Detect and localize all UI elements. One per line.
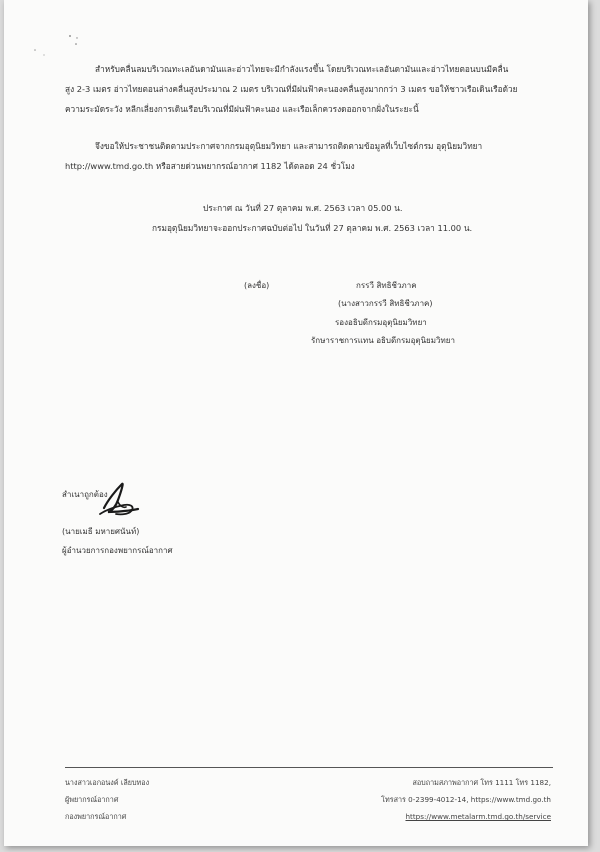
footer-service-link[interactable]: https://www.metalarm.tmd.go.th/service [405, 812, 551, 821]
footer-left-line: นางสาวเอกอนงค์ เลียบทอง [65, 778, 150, 787]
signer-name: กรรวี สิทธิชีวภาค [356, 281, 417, 290]
footer-hotline: สอบถามสภาพอากาศ โทร 1111 โทร 1182, [412, 778, 551, 787]
text-line: จึงขอให้ประชาชนติดตามประกาศจากกรมอุตุนิยมวิทยา และสามารถติดตามข้อมูลที่เว็บไซต์กรม อุตุนิยมวิทยา [95, 141, 483, 151]
signer-position: รองอธิบดีกรมอุตุนิยมวิทยา [335, 318, 427, 327]
footer-divider [65, 767, 553, 768]
handwritten-signature [94, 478, 142, 520]
signed-label: (ลงชื่อ) [244, 281, 270, 290]
certified-label: สำเนาถูกต้อง [62, 490, 108, 499]
footer-fax-website: โทรสาร 0-2399-4012-14, https://www.tmd.go.th [381, 795, 551, 804]
text-line: ความระมัดระวัง หลีกเลี่ยงการเดินเรือบริเวณที่มีฝนฟ้าคะนอง และเรือเล็กควรงดออกจากฝั่งในระยะนี้ [65, 104, 419, 114]
footer-left-line: กองพยากรณ์อากาศ [65, 812, 127, 821]
certifier-name: (นายเมธี มหายศนันท์) [62, 527, 140, 536]
signer-full-name: (นางสาวกรรวี สิทธิชีวภาค) [338, 299, 433, 308]
paragraph-follow-updates [65, 136, 555, 176]
certifier-position: ผู้อำนวยการกองพยากรณ์อากาศ [62, 546, 173, 555]
text-line: สำหรับคลื่นลมบริเวณทะเลอันดามันและอ่าวไทยจะมีกำลังแรงขึ้น โดยบริเวณทะเลอันดามันและอ่าวไทยตอนบนมีคลื่น [95, 64, 509, 74]
scan-specks [32, 30, 92, 60]
issue-datetime: ประกาศ ณ วันที่ 27 ตุลาคม พ.ศ. 2563 เวลา 05.00 น. [203, 203, 403, 213]
text-line: สูง 2-3 เมตร อ่าวไทยตอนล่างคลื่นสูงประมาณ 2 เมตร บริเวณที่มีฝนฟ้าคะนองคลื่นสูงมากกว่า 3 เมตร ขอให้ชาวเรือเดินเรือด้วย [65, 84, 518, 94]
next-announcement: กรมอุตุนิยมวิทยาจะออกประกาศฉบับต่อไป ในวันที่ 27 ตุลาคม พ.ศ. 2563 เวลา 11.00 น. [152, 223, 473, 233]
footer-left-line: ผู้พยากรณ์อากาศ [65, 795, 119, 804]
paragraph-wave-warning [65, 59, 555, 119]
document-page [4, 0, 588, 846]
text-line: http://www.tmd.go.th หรือสายด่วนพยากรณ์อากาศ 1182 ได้ตลอด 24 ชั่วโมง [65, 161, 355, 171]
signer-acting-position: รักษาราชการแทน อธิบดีกรมอุตุนิยมวิทยา [311, 336, 455, 345]
